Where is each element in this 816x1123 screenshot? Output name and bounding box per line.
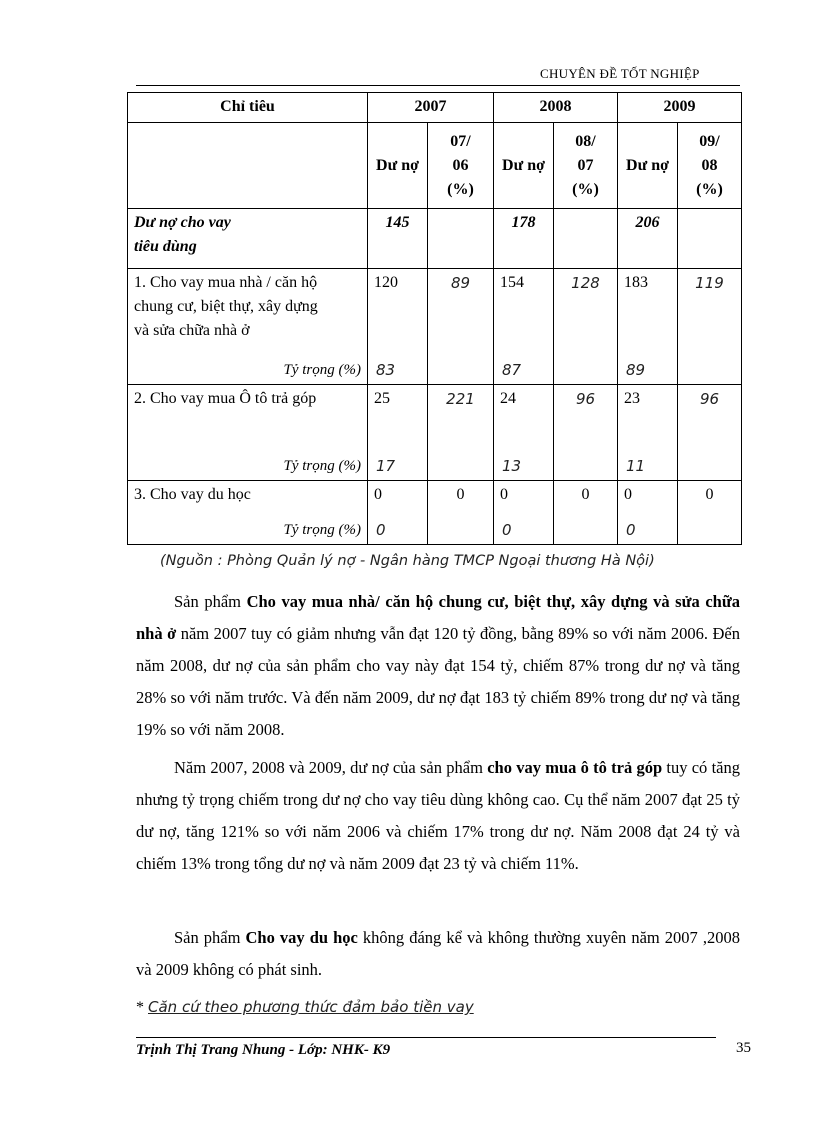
sub-change-2009: 09/ 08 (%) — [678, 123, 742, 209]
row3-change-2008: 0 — [554, 481, 618, 545]
row2-change-2008: 96 — [554, 385, 618, 481]
footer-rule — [136, 1037, 716, 1038]
row3-share-2009: 0 — [626, 521, 636, 539]
total-change-2008 — [554, 209, 618, 269]
row3-change-2009: 0 — [678, 481, 742, 545]
section-note-text: Căn cứ theo phương thức đảm bảo tiền vay — [148, 998, 474, 1016]
year-header-2007: 2007 — [368, 93, 494, 123]
row3-change-2007: 0 — [428, 481, 494, 545]
row1-label: 1. Cho vay mua nhà / căn hộ chung cư, biệt thự, xây dựng và sửa chữa nhà ở Tỷ trọng (%) — [128, 269, 368, 385]
page-number: 35 — [736, 1040, 751, 1056]
running-header: CHUYÊN ĐỀ TỐT NGHIỆP — [540, 66, 700, 81]
total-label: Dư nợ cho vay tiêu dùng — [128, 209, 368, 269]
row2-share-2008: 13 — [502, 457, 522, 475]
sub-change-2008: 08/ 07 (%) — [554, 123, 618, 209]
row1-balance-2008: 154 87 — [494, 269, 554, 385]
row2-share-label: Tỷ trọng (%) — [283, 458, 361, 474]
row3-balance-2007: 0 0 — [368, 481, 428, 545]
row1-share-2007: 83 — [376, 361, 396, 379]
year-header-2008: 2008 — [494, 93, 618, 123]
total-change-2007 — [428, 209, 494, 269]
row3-balance-2008: 0 0 — [494, 481, 554, 545]
sub-change-2007: 07/ 06 (%) — [428, 123, 494, 209]
row2-balance-2008: 24 13 — [494, 385, 554, 481]
row2-change-2007: 221 — [428, 385, 494, 481]
row1-balance-2007: 120 83 — [368, 269, 428, 385]
row3-share-label: Tỷ trọng (%) — [283, 522, 361, 538]
row3-balance-2009: 0 0 — [618, 481, 678, 545]
total-2008: 178 — [494, 209, 554, 269]
row1-change-2009: 119 — [678, 269, 742, 385]
sub-balance-2007: Dư nợ — [368, 123, 428, 209]
row2-share-2009: 11 — [626, 457, 646, 475]
paragraph-housing-loan: Sản phẩm Cho vay mua nhà/ căn hộ chung cư, biệt thự, xây dựng và sửa chữa nhà ở năm 2007 tuy có giảm nhưng vẫn đạt 120 tỷ đồng, bằng 89% so với năm 2006. Đến năm 2008, dư nợ của sản phẩm cho vay này đạt 154 tỷ, chiếm 87% trong dư nợ và tăng 28% so với năm trước. Và đến năm 2009, dư nợ đạt 183 tỷ chiếm 89% trong dư nợ và tăng 19% so với năm 2008. — [136, 592, 740, 739]
row3-share-2008: 0 — [502, 521, 512, 539]
row3-share-2007: 0 — [376, 521, 386, 539]
row1-share-2008: 87 — [502, 361, 522, 379]
footer-author: Trịnh Thị Trang Nhung - Lớp: NHK- K9 — [136, 1042, 391, 1058]
paragraph-study-loan: Sản phẩm Cho vay du học không đáng kể và không thường xuyên năm 2007 ,2008 và 2009 không có phát sinh. — [136, 928, 740, 979]
sub-header-empty — [128, 123, 368, 209]
row2-balance-2009: 23 11 — [618, 385, 678, 481]
row1-balance-2009: 183 89 — [618, 269, 678, 385]
total-change-2009 — [678, 209, 742, 269]
total-2007: 145 — [368, 209, 428, 269]
row2-share-2007: 17 — [376, 457, 396, 475]
row2-label: 2. Cho vay mua Ô tô trả góp Tỷ trọng (%) — [128, 385, 368, 481]
sub-balance-2009: Dư nợ — [618, 123, 678, 209]
table-source: (Nguồn : Phòng Quản lý nợ - Ngân hàng TMCP Ngoại thương Hà Nội) — [160, 553, 655, 569]
row2-balance-2007: 25 17 — [368, 385, 428, 481]
row1-change-2007: 89 — [428, 269, 494, 385]
row1-share-label: Tỷ trọng (%) — [283, 362, 361, 378]
total-2009: 206 — [618, 209, 678, 269]
col-indicator-header: Chỉ tiêu — [128, 93, 368, 123]
year-header-2009: 2009 — [618, 93, 742, 123]
loan-table — [127, 92, 742, 545]
row1-share-2009: 89 — [626, 361, 646, 379]
header-rule — [136, 85, 740, 86]
sub-balance-2008: Dư nợ — [494, 123, 554, 209]
row3-label: 3. Cho vay du học Tỷ trọng (%) — [128, 481, 368, 545]
paragraph-car-loan: Năm 2007, 2008 và 2009, dư nợ của sản phẩm cho vay mua ô tô trả góp tuy có tăng nhưng tỷ trọng chiếm trong dư nợ cho vay tiêu dùng không cao. Cụ thể năm 2007 đạt 25 tỷ dư nợ, tăng 121% so với năm 2006 và chiếm 17% trong dư nợ. Năm 2008 đạt 24 tỷ và chiếm 13% trong tổng dư nợ và năm 2009 đạt 23 tỷ và chiếm 11%. — [136, 758, 740, 873]
row1-change-2008: 128 — [554, 269, 618, 385]
section-note: * Căn cứ theo phương thức đảm bảo tiền vay — [136, 998, 474, 1016]
row2-change-2009: 96 — [678, 385, 742, 481]
